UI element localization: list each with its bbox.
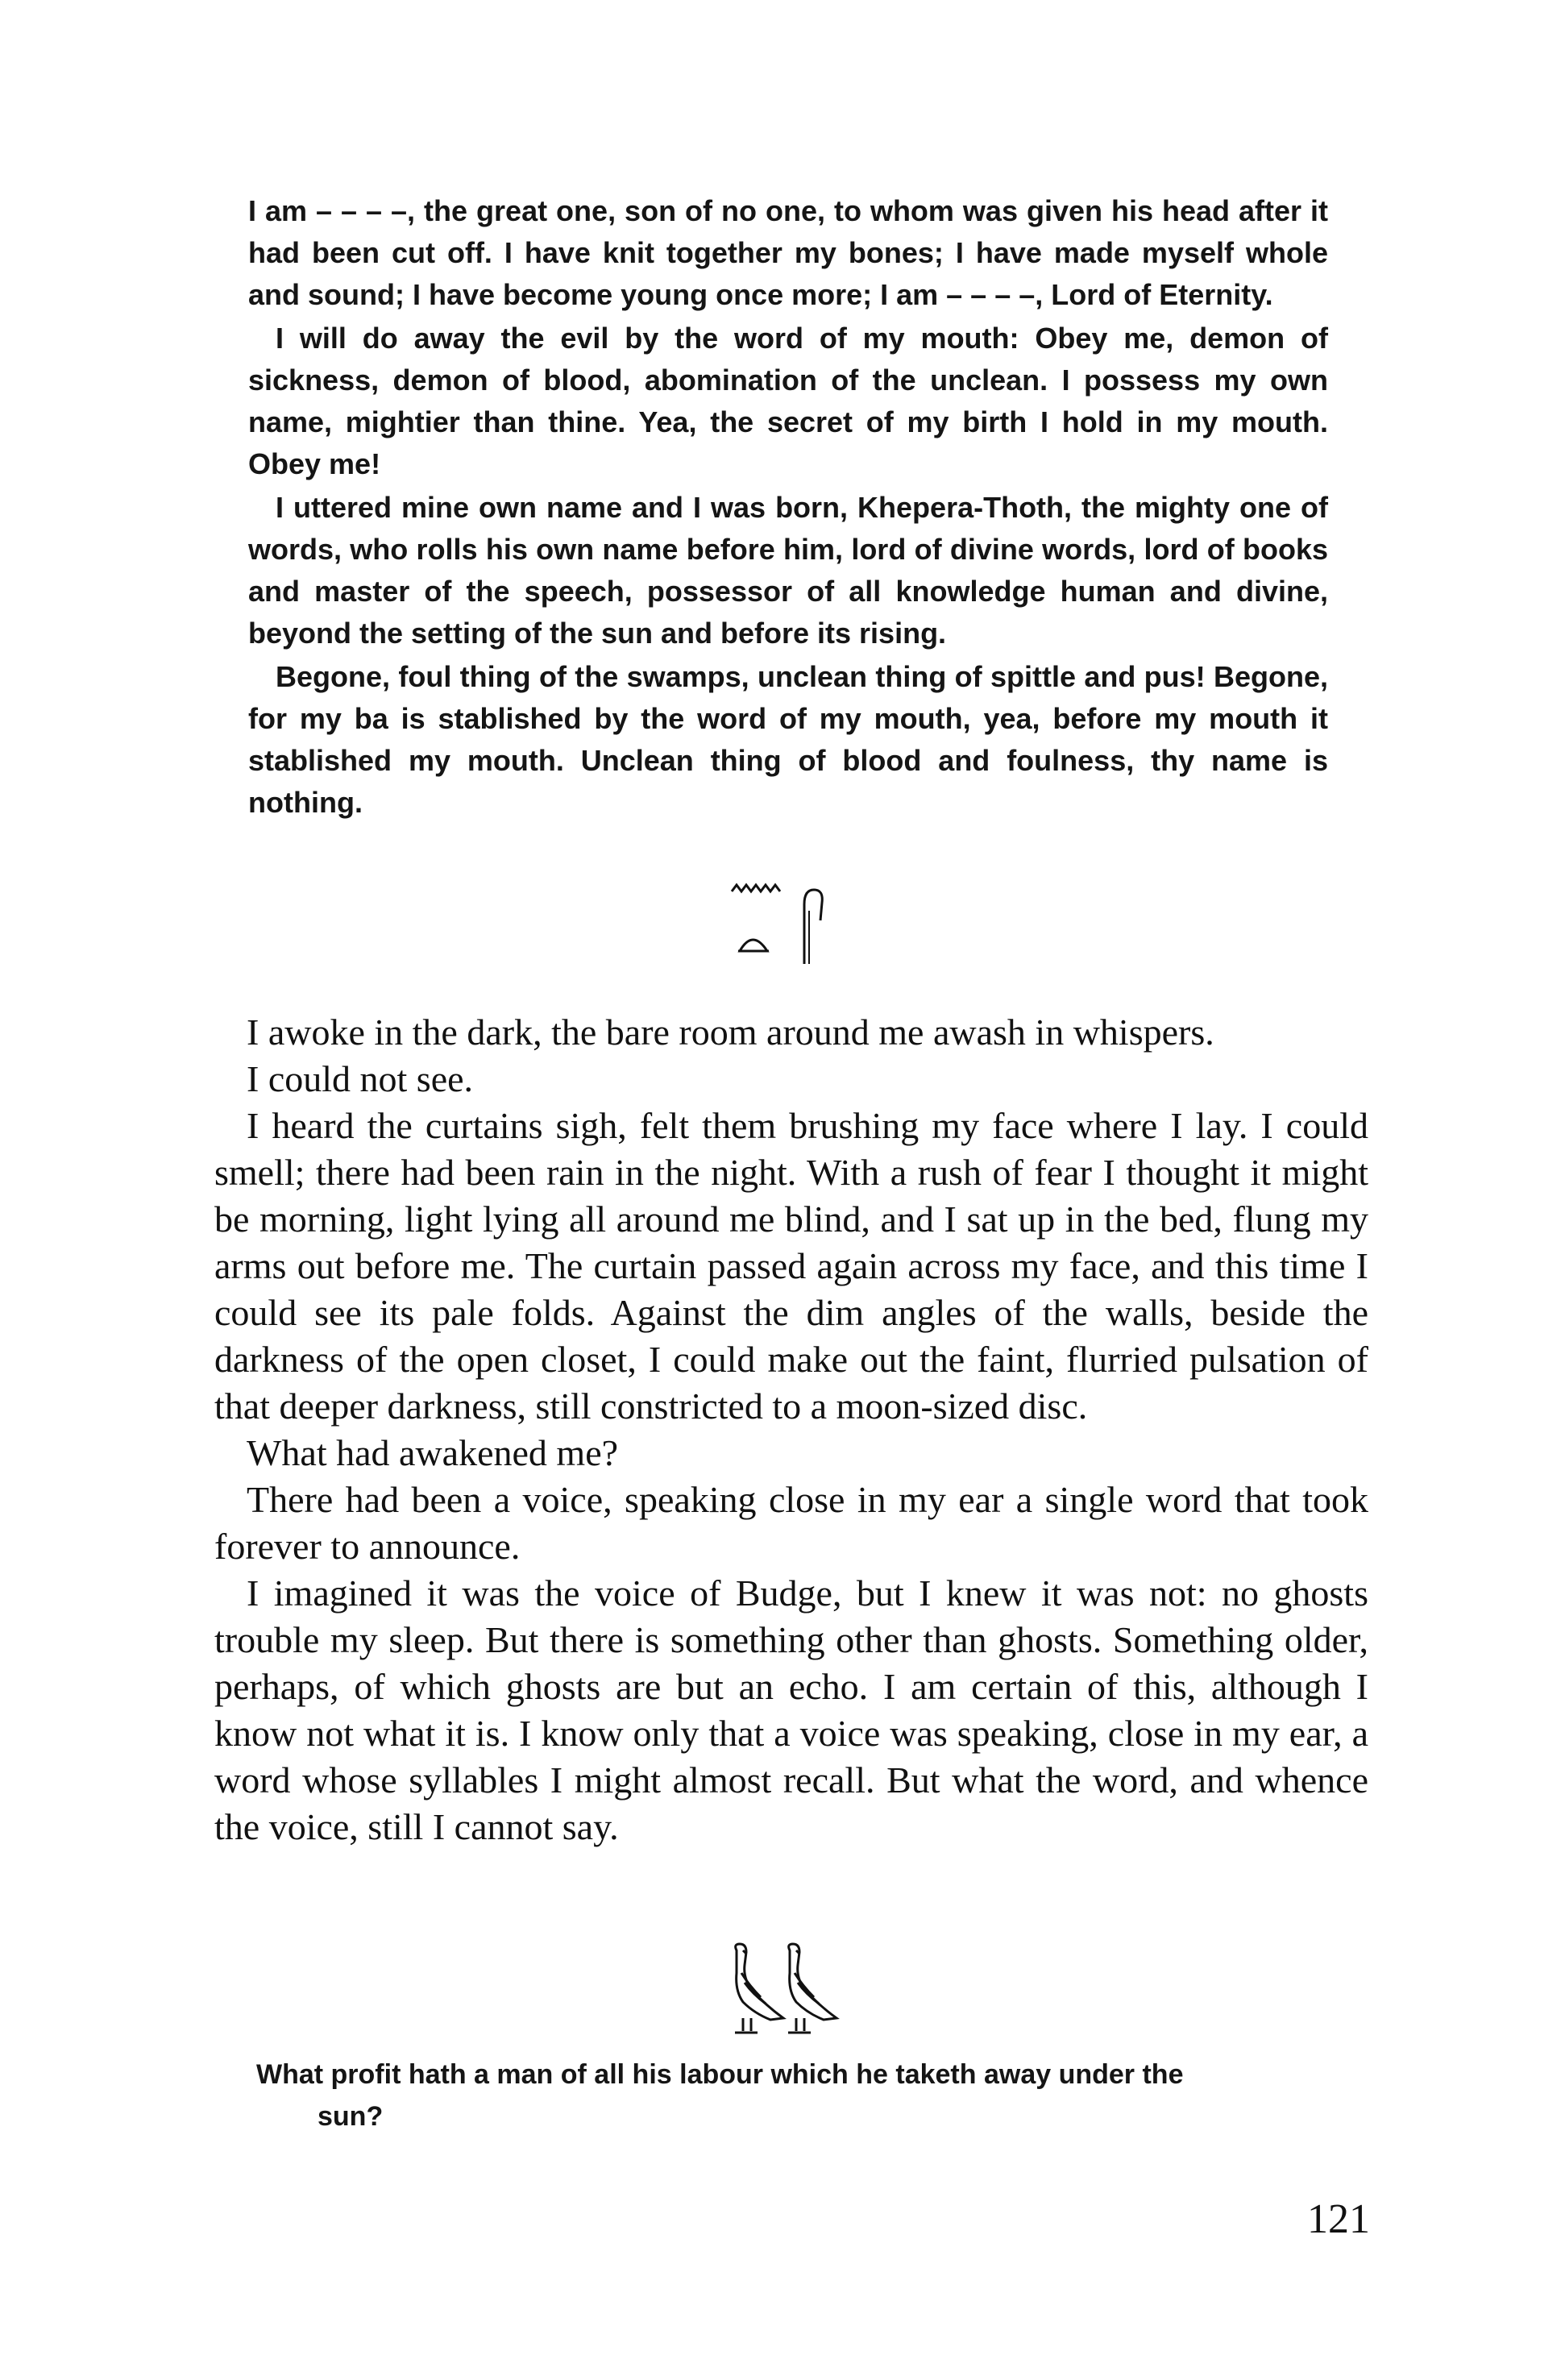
incantation-block xyxy=(248,190,1328,825)
incantation-paragraph: Begone, foul thing of the swamps, unclean thing of spittle and pus! Begone, for my ba is stablished by the word of my mouth, yea, before my mouth it stablished my mouth. Unclean thing of blood and foulness, thy name is nothing. xyxy=(248,660,1328,819)
narrative-paragraph: What had awakened me? xyxy=(247,1432,619,1473)
narrative-paragraph: There had been a voice, speaking close in my ear a single word that took forever to announce. xyxy=(214,1479,1368,1567)
incantation-paragraph: I am – – – –, the great one, son of no one, to whom was given his head after it had been cut off. I have knit together my bones; I have made myself whole and sound; I have become young once more; I am – – – –, Lord of Eternity. xyxy=(248,194,1328,311)
epigraph-line: What profit hath a man of all his labour which he taketh away under the xyxy=(256,2059,1184,2090)
epigraph xyxy=(256,2054,1328,2137)
page-number: 121 xyxy=(1307,2196,1370,2242)
hieroglyph-water-bread-cloth-icon xyxy=(725,878,838,967)
hieroglyph-two-birds-icon xyxy=(725,1941,846,2046)
narrative-block xyxy=(214,1009,1368,1850)
incantation-paragraph: I will do away the evil by the word of my mouth: Obey me, demon of sickness, demon of blood, abomination of the unclean. I possess my own name, mightier than thine. Yea, the secret of my birth I hold in my mouth. Obey me! xyxy=(248,322,1328,480)
narrative-paragraph: I could not see. xyxy=(247,1058,474,1099)
epigraph-line: sun? xyxy=(318,2101,384,2132)
narrative-paragraph: I imagined it was the voice of Budge, but I knew it was not: no ghosts trouble my sleep. But there is something other than ghosts. Something older, perhaps, of which ghosts are but an echo. I am certain of this, although I know not what it is. I know only that a voice was speaking, close in my ear, a word whose syllables I might almost recall. But what the word, and whence the voice, still I cannot say. xyxy=(214,1572,1368,1847)
narrative-paragraph: I awoke in the dark, the bare room around me awash in whispers. xyxy=(247,1011,1214,1053)
incantation-paragraph: I uttered mine own name and I was born, Khepera-Thoth, the mighty one of words, who rolls his own name before him, lord of divine words, lord of books and master of the speech, possessor of all knowledge human and divine, beyond the setting of the sun and before its rising. xyxy=(248,491,1328,650)
narrative-paragraph: I heard the curtains sigh, felt them brushing my face where I lay. I could smell; there had been rain in the night. With a rush of fear I thought it might be morning, light lying all around me blind, and I sat up in the bed, flung my arms out before me. The curtain passed again across my face, and this time I could see its pale folds. Against the dim angles of the walls, beside the darkness of the open closet, I could make out the faint, flurried pulsation of that deeper darkness, still constricted to a moon-sized disc. xyxy=(214,1105,1368,1427)
